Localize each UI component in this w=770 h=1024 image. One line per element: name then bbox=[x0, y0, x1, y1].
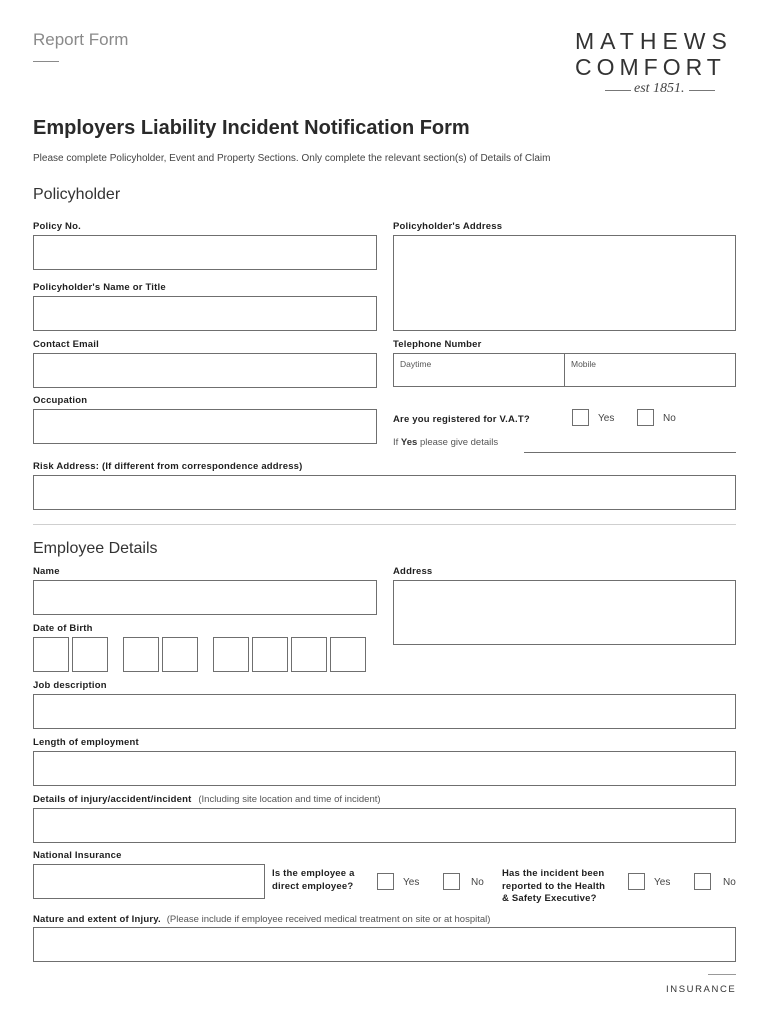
daytime-label: Daytime bbox=[400, 359, 432, 369]
telephone-daytime-field[interactable] bbox=[393, 353, 565, 387]
vat-yes-label: Yes bbox=[598, 413, 615, 424]
dob-day-digit-1[interactable] bbox=[33, 637, 69, 672]
length-of-employment-label: Length of employment bbox=[33, 737, 139, 748]
job-description-label: Job description bbox=[33, 680, 107, 691]
direct-employee-line-2: direct employee? bbox=[272, 880, 354, 892]
brand-logo bbox=[575, 28, 745, 97]
dob-year-digit-4[interactable] bbox=[330, 637, 366, 672]
risk-address-field[interactable] bbox=[33, 475, 736, 510]
nature-injury-text: Nature and extent of Injury. bbox=[33, 914, 161, 925]
details-injury-note: (Including site location and time of incident) bbox=[198, 794, 381, 805]
job-description-field[interactable] bbox=[33, 694, 736, 729]
direct-employee-line-1: Is the employee a bbox=[272, 868, 355, 879]
occupation-field[interactable] bbox=[33, 409, 377, 444]
footer-insurance: INSURANCE bbox=[666, 984, 737, 995]
dob-month-digit-1[interactable] bbox=[123, 637, 159, 672]
length-of-employment-field[interactable] bbox=[33, 751, 736, 786]
hse-no-label: No bbox=[723, 877, 736, 888]
policyholder-address-label: Policyholder's Address bbox=[393, 221, 503, 232]
direct-employee-yes-label: Yes bbox=[403, 877, 420, 888]
contact-email-field[interactable] bbox=[33, 353, 377, 388]
section-divider bbox=[33, 524, 736, 525]
national-insurance-field[interactable] bbox=[33, 864, 265, 899]
nature-injury-note: (Please include if employee received medical treatment on site or at hospital) bbox=[166, 914, 491, 925]
details-injury-text: Details of injury/accident/incident bbox=[33, 794, 192, 805]
policy-no-field[interactable] bbox=[33, 235, 377, 270]
employee-name-field[interactable] bbox=[33, 580, 377, 615]
vat-details-label bbox=[393, 437, 498, 448]
national-insurance-label: National Insurance bbox=[33, 850, 122, 861]
brand-est-row bbox=[575, 81, 745, 97]
report-label: Report Form bbox=[33, 30, 129, 49]
nature-injury-field[interactable] bbox=[33, 927, 736, 962]
vat-no-checkbox[interactable] bbox=[637, 409, 654, 426]
telephone-mobile-field[interactable] bbox=[564, 353, 736, 387]
section-heading-policyholder: Policyholder bbox=[33, 186, 121, 203]
brand-est-right-rule bbox=[689, 90, 715, 91]
policyholder-name-label: Policyholder's Name or Title bbox=[33, 282, 166, 293]
report-label-underline bbox=[33, 61, 59, 62]
dob-year-digit-3[interactable] bbox=[291, 637, 327, 672]
direct-employee-question bbox=[272, 868, 355, 893]
hse-yes-checkbox[interactable] bbox=[628, 873, 645, 890]
employee-address-field[interactable] bbox=[393, 580, 736, 645]
contact-email-label: Contact Email bbox=[33, 339, 99, 350]
section-heading-employee: Employee Details bbox=[33, 540, 158, 557]
vat-no-label: No bbox=[663, 413, 676, 424]
nature-injury-label bbox=[33, 914, 490, 925]
telephone-label: Telephone Number bbox=[393, 339, 482, 350]
hse-no-checkbox[interactable] bbox=[694, 873, 711, 890]
dob-year-digit-1[interactable] bbox=[213, 637, 249, 672]
dob-year-digit-2[interactable] bbox=[252, 637, 288, 672]
vat-question: Are you registered for V.A.T? bbox=[393, 414, 530, 425]
hse-line-2: reported to the Health bbox=[502, 880, 606, 892]
vat-details-line[interactable] bbox=[524, 452, 736, 453]
direct-employee-yes-checkbox[interactable] bbox=[377, 873, 394, 890]
brand-line-2: COMFORT bbox=[575, 54, 726, 80]
vat-details-yes: Yes bbox=[400, 437, 418, 448]
vat-details-if: If bbox=[393, 437, 399, 448]
dob-month-digit-2[interactable] bbox=[162, 637, 198, 672]
vat-details-rest: please give details bbox=[419, 437, 499, 448]
policyholder-name-field[interactable] bbox=[33, 296, 377, 331]
hse-reported-question bbox=[502, 868, 605, 906]
form-subtitle: Please complete Policyholder, Event and Property Sections. Only complete the relevant section(s) of Details of Claim bbox=[33, 153, 551, 164]
details-injury-label bbox=[33, 794, 381, 805]
direct-employee-no-checkbox[interactable] bbox=[443, 873, 460, 890]
details-injury-field[interactable] bbox=[33, 808, 736, 843]
employee-address-label: Address bbox=[393, 566, 433, 577]
employee-name-label: Name bbox=[33, 566, 60, 577]
policy-no-label: Policy No. bbox=[33, 221, 81, 232]
brand-est-text: est 1851. bbox=[634, 81, 685, 96]
hse-line-1: Has the incident been bbox=[502, 868, 605, 879]
form-title: Employers Liability Incident Notification Form bbox=[33, 117, 470, 139]
brand-line-1: MATHEWS bbox=[575, 28, 733, 54]
hse-line-3: & Safety Executive? bbox=[502, 893, 597, 904]
risk-address-label: Risk Address: (If different from correspondence address) bbox=[33, 461, 303, 472]
footer-rule bbox=[708, 974, 736, 975]
occupation-label: Occupation bbox=[33, 395, 88, 406]
hse-yes-label: Yes bbox=[654, 877, 671, 888]
policyholder-address-field[interactable] bbox=[393, 235, 736, 331]
vat-yes-checkbox[interactable] bbox=[572, 409, 589, 426]
brand-est-left-rule bbox=[605, 90, 631, 91]
dob-label: Date of Birth bbox=[33, 623, 93, 634]
dob-day-digit-2[interactable] bbox=[72, 637, 108, 672]
mobile-label: Mobile bbox=[571, 359, 597, 369]
direct-employee-no-label: No bbox=[471, 877, 484, 888]
